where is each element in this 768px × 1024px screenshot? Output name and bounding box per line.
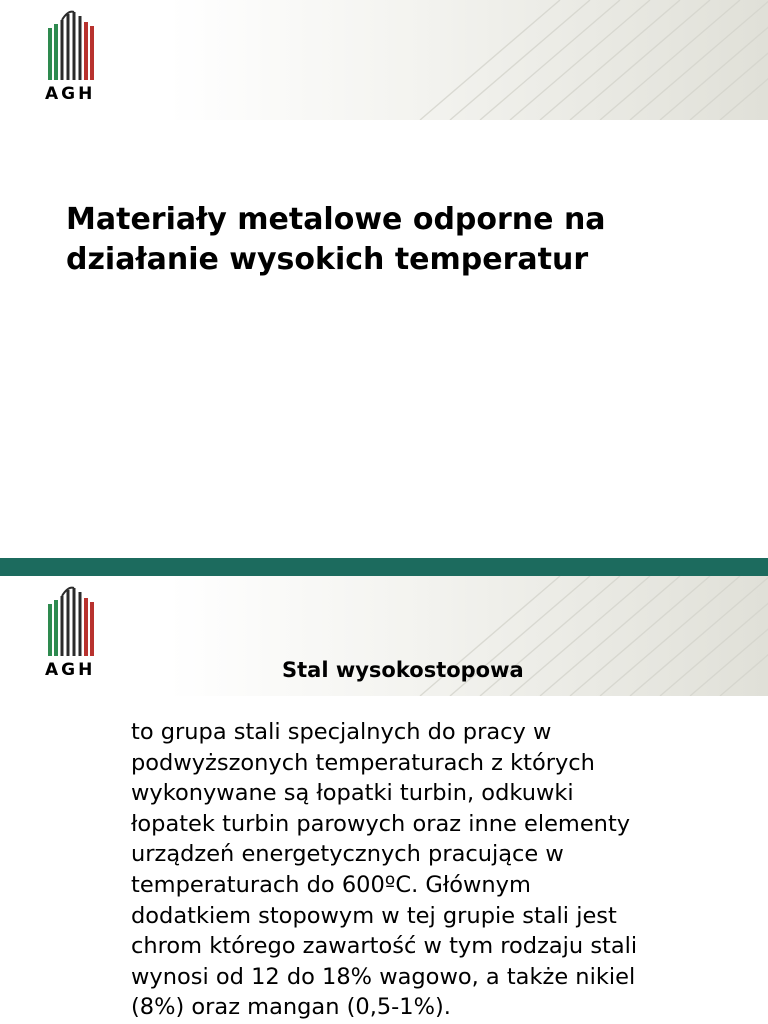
body-line: (8%) oraz mangan (0,5-1%). xyxy=(131,994,451,1021)
body-line: podwyższonych temperaturach z których xyxy=(131,749,595,776)
body-line: to grupa stali specjalnych do pracy w xyxy=(131,719,552,745)
body-line: wykonywane są łopatki turbin, odkuwki xyxy=(131,780,574,807)
body-line: chrom którego zawartość w tym rodzaju stali xyxy=(131,933,638,960)
slide-header-band xyxy=(0,0,768,120)
slide-divider xyxy=(0,558,768,576)
slide-2-body-text xyxy=(131,717,731,1023)
body-line: łopatek turbin parowych oraz inne elementy xyxy=(131,810,631,837)
slide-1-title: Materiały metalowe odporne na działanie wysokich temperatur xyxy=(66,202,606,277)
agh-logo-text: AGH xyxy=(45,84,96,104)
body-line: urządzeń energetycznych pracujące w xyxy=(131,841,564,868)
body-line: temperaturach do 600ºC. Głównym xyxy=(131,871,531,898)
body-line: dodatkiem stopowym w tej grupie stali jest xyxy=(131,902,617,929)
slide-2-title: Stal wysokostopowa xyxy=(282,658,524,682)
header-stripes-decoration xyxy=(0,0,768,120)
agh-logo xyxy=(45,586,101,680)
agh-logo-icon xyxy=(45,10,101,82)
agh-logo xyxy=(45,10,101,104)
agh-logo-icon xyxy=(45,586,101,658)
agh-logo-text: AGH xyxy=(45,660,96,680)
body-line: wynosi od 12 do 18% wagowo, a także nikiel xyxy=(131,963,636,990)
